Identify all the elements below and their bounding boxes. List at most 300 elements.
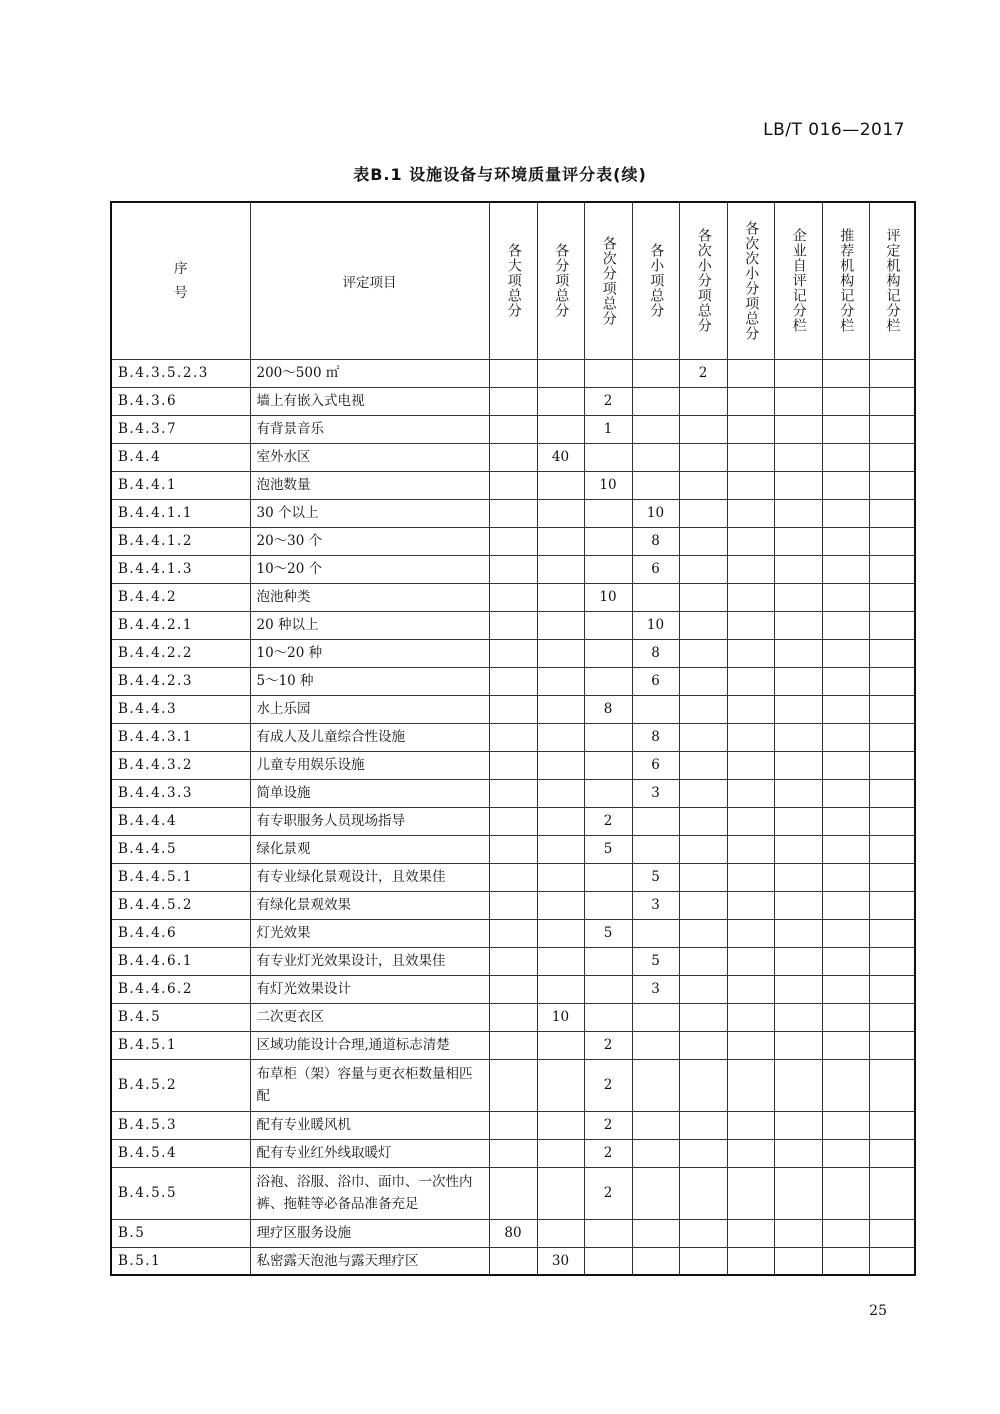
score-cell [489, 499, 537, 527]
score-cell[interactable] [822, 975, 869, 1003]
score-cell[interactable] [869, 1219, 915, 1247]
score-cell[interactable] [869, 471, 915, 499]
score-cell: 3 [632, 975, 679, 1003]
score-cell[interactable] [822, 471, 869, 499]
score-cell [489, 583, 537, 611]
standard-code: LB/T 016—2017 [763, 120, 905, 140]
row-item: 浴袍、浴服、浴巾、面巾、一次性内裤、拖鞋等必备品准备充足 [250, 1167, 489, 1219]
score-cell [727, 975, 774, 1003]
score-cell[interactable] [869, 415, 915, 443]
score-cell[interactable] [822, 1247, 869, 1275]
table-row [111, 695, 915, 723]
score-cell [537, 415, 584, 443]
header-tertiary-minor-total: 各次次小分项总分 [727, 202, 774, 359]
row-code: B.4.4.5.2 [111, 891, 250, 919]
score-cell [632, 359, 679, 387]
score-cell: 10 [537, 1003, 584, 1031]
score-cell [584, 1219, 632, 1247]
score-cell[interactable] [869, 387, 915, 415]
row-item: 灯光效果 [250, 919, 489, 947]
score-cell[interactable] [822, 611, 869, 639]
score-cell: 8 [632, 639, 679, 667]
score-cell [727, 835, 774, 863]
score-cell[interactable] [869, 975, 915, 1003]
score-cell[interactable] [869, 499, 915, 527]
table-row [111, 555, 915, 583]
score-cell[interactable] [774, 499, 822, 527]
score-cell [632, 835, 679, 863]
row-code: B.4.4.3.2 [111, 751, 250, 779]
score-cell [537, 527, 584, 555]
score-cell[interactable] [774, 751, 822, 779]
table-row [111, 723, 915, 751]
row-item: 泡池种类 [250, 583, 489, 611]
score-cell[interactable] [822, 863, 869, 891]
score-cell[interactable] [822, 1167, 869, 1219]
row-code: B.4.5.5 [111, 1167, 250, 1219]
score-cell[interactable] [822, 1111, 869, 1139]
score-cell[interactable] [774, 555, 822, 583]
score-cell[interactable] [774, 947, 822, 975]
score-cell[interactable] [774, 1167, 822, 1219]
score-cell [632, 695, 679, 723]
row-code: B.5.1 [111, 1247, 250, 1275]
score-cell [679, 527, 727, 555]
score-cell[interactable] [869, 1059, 915, 1111]
score-cell[interactable] [869, 723, 915, 751]
score-cell [489, 471, 537, 499]
score-cell [727, 891, 774, 919]
score-cell[interactable] [869, 1139, 915, 1167]
score-cell[interactable] [869, 1003, 915, 1031]
score-cell [727, 919, 774, 947]
score-cell: 6 [632, 555, 679, 583]
row-item: 有背景音乐 [250, 415, 489, 443]
score-cell [584, 947, 632, 975]
table-row [111, 1219, 915, 1247]
row-code: B.4.3.6 [111, 387, 250, 415]
score-cell[interactable] [869, 583, 915, 611]
score-cell [632, 415, 679, 443]
score-cell[interactable] [774, 667, 822, 695]
score-cell [537, 751, 584, 779]
score-cell[interactable] [822, 583, 869, 611]
score-cell: 10 [584, 471, 632, 499]
row-code: B.4.5 [111, 1003, 250, 1031]
row-item: 二次更衣区 [250, 1003, 489, 1031]
row-item: 5～10 种 [250, 667, 489, 695]
score-cell[interactable] [822, 527, 869, 555]
score-cell [679, 555, 727, 583]
score-cell[interactable] [822, 387, 869, 415]
table-row [111, 947, 915, 975]
score-cell [537, 387, 584, 415]
row-item: 20～30 个 [250, 527, 489, 555]
score-cell [537, 611, 584, 639]
score-cell[interactable] [774, 835, 822, 863]
table-title: 表B.1 设施设备与环境质量评分表(续) [353, 165, 647, 184]
score-cell[interactable] [869, 947, 915, 975]
score-cell: 8 [584, 695, 632, 723]
score-cell: 1 [584, 415, 632, 443]
score-cell[interactable] [774, 611, 822, 639]
score-cell[interactable] [774, 975, 822, 1003]
score-cell [489, 359, 537, 387]
score-cell[interactable] [774, 1059, 822, 1111]
row-item: 简单设施 [250, 779, 489, 807]
score-cell [727, 1167, 774, 1219]
score-cell [632, 807, 679, 835]
score-cell[interactable] [822, 751, 869, 779]
score-cell[interactable] [774, 443, 822, 471]
score-cell [679, 1003, 727, 1031]
score-cell [584, 359, 632, 387]
score-cell [679, 863, 727, 891]
score-cell [584, 611, 632, 639]
score-cell[interactable] [822, 1219, 869, 1247]
score-cell: 2 [584, 1059, 632, 1111]
score-cell[interactable] [774, 1247, 822, 1275]
row-code: B.4.4.3.3 [111, 779, 250, 807]
score-cell [727, 695, 774, 723]
score-cell [489, 807, 537, 835]
score-cell[interactable] [774, 1003, 822, 1031]
score-cell [489, 415, 537, 443]
table-row [111, 1003, 915, 1031]
score-cell [679, 947, 727, 975]
row-item: 有专职服务人员现场指导 [250, 807, 489, 835]
score-cell[interactable] [774, 891, 822, 919]
score-cell[interactable] [774, 1219, 822, 1247]
score-cell [727, 443, 774, 471]
score-cell[interactable] [869, 1111, 915, 1139]
row-code: B.4.4.3 [111, 695, 250, 723]
score-cell [679, 415, 727, 443]
score-cell [537, 891, 584, 919]
score-cell[interactable] [869, 863, 915, 891]
score-cell [537, 695, 584, 723]
score-cell[interactable] [822, 947, 869, 975]
row-item: 私密露天泡池与露天理疗区 [250, 1247, 489, 1275]
score-cell [679, 1247, 727, 1275]
score-cell [679, 779, 727, 807]
score-cell [537, 919, 584, 947]
row-item: 10～20 个 [250, 555, 489, 583]
score-cell[interactable] [822, 415, 869, 443]
row-code: B.4.3.5.2.3 [111, 359, 250, 387]
table-row [111, 751, 915, 779]
score-cell[interactable] [774, 415, 822, 443]
score-cell[interactable] [774, 583, 822, 611]
score-cell[interactable] [822, 807, 869, 835]
score-cell [679, 807, 727, 835]
score-cell[interactable] [869, 779, 915, 807]
score-cell: 30 [537, 1247, 584, 1275]
table-row [111, 1167, 915, 1219]
score-cell [489, 387, 537, 415]
score-cell [584, 723, 632, 751]
table-row [111, 975, 915, 1003]
score-cell [679, 387, 727, 415]
header-major-total: 各大项总分 [489, 202, 537, 359]
row-code: B.4.5.3 [111, 1111, 250, 1139]
score-cell: 5 [632, 947, 679, 975]
score-cell[interactable] [774, 695, 822, 723]
score-cell [727, 751, 774, 779]
score-cell[interactable] [869, 1031, 915, 1059]
score-cell[interactable] [774, 919, 822, 947]
header-secondary-minor-total: 各次小分项总分 [679, 202, 727, 359]
score-cell[interactable] [869, 1167, 915, 1219]
score-cell: 6 [632, 751, 679, 779]
score-cell[interactable] [869, 555, 915, 583]
score-cell [727, 1111, 774, 1139]
score-cell: 2 [584, 807, 632, 835]
score-cell: 2 [584, 1111, 632, 1139]
row-item: 30 个以上 [250, 499, 489, 527]
row-code: B.4.4.6 [111, 919, 250, 947]
score-cell [489, 751, 537, 779]
score-cell: 2 [584, 1031, 632, 1059]
score-cell [632, 1111, 679, 1139]
header-sub-total: 各分项总分 [537, 202, 584, 359]
score-cell [727, 555, 774, 583]
score-cell [679, 639, 727, 667]
score-cell[interactable] [869, 611, 915, 639]
row-code: B.4.4.6.2 [111, 975, 250, 1003]
table-row [111, 667, 915, 695]
row-item: 室外水区 [250, 443, 489, 471]
score-cell [584, 1247, 632, 1275]
page-number: 25 [869, 1303, 887, 1319]
score-cell [489, 919, 537, 947]
score-cell[interactable] [822, 891, 869, 919]
score-cell [537, 1059, 584, 1111]
table-header-row [111, 202, 915, 359]
score-cell [679, 1031, 727, 1059]
score-cell[interactable] [822, 1059, 869, 1111]
score-cell[interactable] [774, 863, 822, 891]
row-item: 有灯光效果设计 [250, 975, 489, 1003]
score-cell: 5 [584, 919, 632, 947]
row-code: B.4.4.5 [111, 835, 250, 863]
score-cell [489, 1059, 537, 1111]
score-cell [679, 443, 727, 471]
score-cell[interactable] [774, 723, 822, 751]
row-code: B.4.4.1 [111, 471, 250, 499]
score-cell [584, 639, 632, 667]
score-cell: 3 [632, 779, 679, 807]
row-item: 200～500 ㎡ [250, 359, 489, 387]
score-cell[interactable] [822, 443, 869, 471]
score-cell[interactable] [774, 527, 822, 555]
score-cell [489, 695, 537, 723]
row-item: 配有专业暖风机 [250, 1111, 489, 1139]
score-cell[interactable] [774, 1139, 822, 1167]
score-cell[interactable] [822, 499, 869, 527]
score-cell [584, 751, 632, 779]
score-cell [537, 1031, 584, 1059]
score-cell[interactable] [822, 359, 869, 387]
score-cell[interactable] [774, 1111, 822, 1139]
score-cell[interactable] [869, 1247, 915, 1275]
row-item: 绿化景观 [250, 835, 489, 863]
score-cell [727, 1031, 774, 1059]
score-cell: 5 [632, 863, 679, 891]
score-cell[interactable] [822, 695, 869, 723]
score-cell [727, 779, 774, 807]
score-cell: 3 [632, 891, 679, 919]
score-cell[interactable] [774, 471, 822, 499]
score-cell [584, 863, 632, 891]
score-cell[interactable] [869, 751, 915, 779]
score-cell[interactable] [822, 919, 869, 947]
table-row [111, 1031, 915, 1059]
score-cell[interactable] [822, 835, 869, 863]
row-item: 10～20 种 [250, 639, 489, 667]
score-cell[interactable] [869, 639, 915, 667]
score-cell: 5 [584, 835, 632, 863]
score-cell[interactable] [869, 695, 915, 723]
table-row [111, 807, 915, 835]
row-item: 布草柜（架）容量与更衣柜数量相匹配 [250, 1059, 489, 1111]
table-row [111, 835, 915, 863]
score-cell [584, 527, 632, 555]
score-cell [489, 975, 537, 1003]
score-cell [727, 947, 774, 975]
score-cell [632, 1247, 679, 1275]
score-cell: 40 [537, 443, 584, 471]
row-code: B.4.4.4 [111, 807, 250, 835]
score-cell [632, 387, 679, 415]
score-cell [489, 779, 537, 807]
row-item: 理疗区服务设施 [250, 1219, 489, 1247]
score-cell [727, 1219, 774, 1247]
score-cell [489, 863, 537, 891]
score-cell[interactable] [822, 1003, 869, 1031]
score-cell[interactable] [869, 919, 915, 947]
row-code: B.5 [111, 1219, 250, 1247]
header-self-score: 企业自评记分栏 [774, 202, 822, 359]
score-cell [727, 387, 774, 415]
score-cell[interactable] [869, 835, 915, 863]
score-cell [537, 1139, 584, 1167]
score-cell[interactable] [869, 359, 915, 387]
header-item: 评定项目 [250, 202, 489, 359]
score-cell[interactable] [774, 359, 822, 387]
header-minor-total: 各小项总分 [632, 202, 679, 359]
row-code: B.4.4.2.1 [111, 611, 250, 639]
score-cell [679, 891, 727, 919]
score-cell [727, 471, 774, 499]
score-cell [537, 975, 584, 1003]
score-cell[interactable] [774, 387, 822, 415]
score-cell[interactable] [822, 1031, 869, 1059]
score-cell [584, 975, 632, 1003]
row-item: 墙上有嵌入式电视 [250, 387, 489, 415]
score-cell [489, 611, 537, 639]
score-cell[interactable] [822, 667, 869, 695]
score-cell [679, 835, 727, 863]
row-code: B.4.4.1.2 [111, 527, 250, 555]
score-cell [679, 1219, 727, 1247]
score-cell [679, 751, 727, 779]
score-cell [584, 779, 632, 807]
score-cell [679, 919, 727, 947]
score-cell [489, 1139, 537, 1167]
score-cell [537, 583, 584, 611]
row-code: B.4.4.1.1 [111, 499, 250, 527]
score-cell [632, 919, 679, 947]
score-cell [537, 947, 584, 975]
score-cell[interactable] [822, 1139, 869, 1167]
score-cell [679, 583, 727, 611]
score-cell [584, 443, 632, 471]
score-cell[interactable] [774, 779, 822, 807]
score-cell: 2 [584, 1139, 632, 1167]
row-item: 有成人及儿童综合性设施 [250, 723, 489, 751]
score-cell[interactable] [822, 639, 869, 667]
score-cell [584, 667, 632, 695]
table-row [111, 1139, 915, 1167]
score-cell [489, 835, 537, 863]
score-cell[interactable] [869, 891, 915, 919]
score-cell [584, 891, 632, 919]
table-row [111, 891, 915, 919]
score-cell [537, 863, 584, 891]
score-cell[interactable] [822, 723, 869, 751]
table-row [111, 1247, 915, 1275]
row-code: B.4.4 [111, 443, 250, 471]
row-item: 泡池数量 [250, 471, 489, 499]
table-row [111, 499, 915, 527]
score-cell: 10 [632, 611, 679, 639]
row-item: 有绿化景观效果 [250, 891, 489, 919]
row-code: B.4.4.2.3 [111, 667, 250, 695]
score-cell[interactable] [774, 639, 822, 667]
score-cell [537, 1219, 584, 1247]
row-item: 有专业绿化景观设计，且效果佳 [250, 863, 489, 891]
score-cell [537, 1111, 584, 1139]
score-cell[interactable] [822, 779, 869, 807]
header-secondary-total: 各次分项总分 [584, 202, 632, 359]
table-row [111, 415, 915, 443]
score-cell [489, 667, 537, 695]
score-cell[interactable] [869, 443, 915, 471]
score-cell[interactable] [774, 1031, 822, 1059]
score-cell [584, 555, 632, 583]
header-code: 序号 [111, 202, 250, 359]
score-cell [537, 359, 584, 387]
row-code: B.4.4.2 [111, 583, 250, 611]
score-cell[interactable] [774, 807, 822, 835]
score-cell [632, 471, 679, 499]
score-cell [632, 1031, 679, 1059]
score-cell [727, 359, 774, 387]
score-cell [679, 975, 727, 1003]
table-body [111, 359, 915, 1275]
table-row [111, 471, 915, 499]
score-cell [537, 499, 584, 527]
score-cell[interactable] [869, 807, 915, 835]
score-cell[interactable] [822, 555, 869, 583]
score-cell[interactable] [869, 667, 915, 695]
score-cell [489, 639, 537, 667]
score-cell [679, 667, 727, 695]
score-cell [727, 639, 774, 667]
score-cell[interactable] [869, 527, 915, 555]
row-code: B.4.4.6.1 [111, 947, 250, 975]
